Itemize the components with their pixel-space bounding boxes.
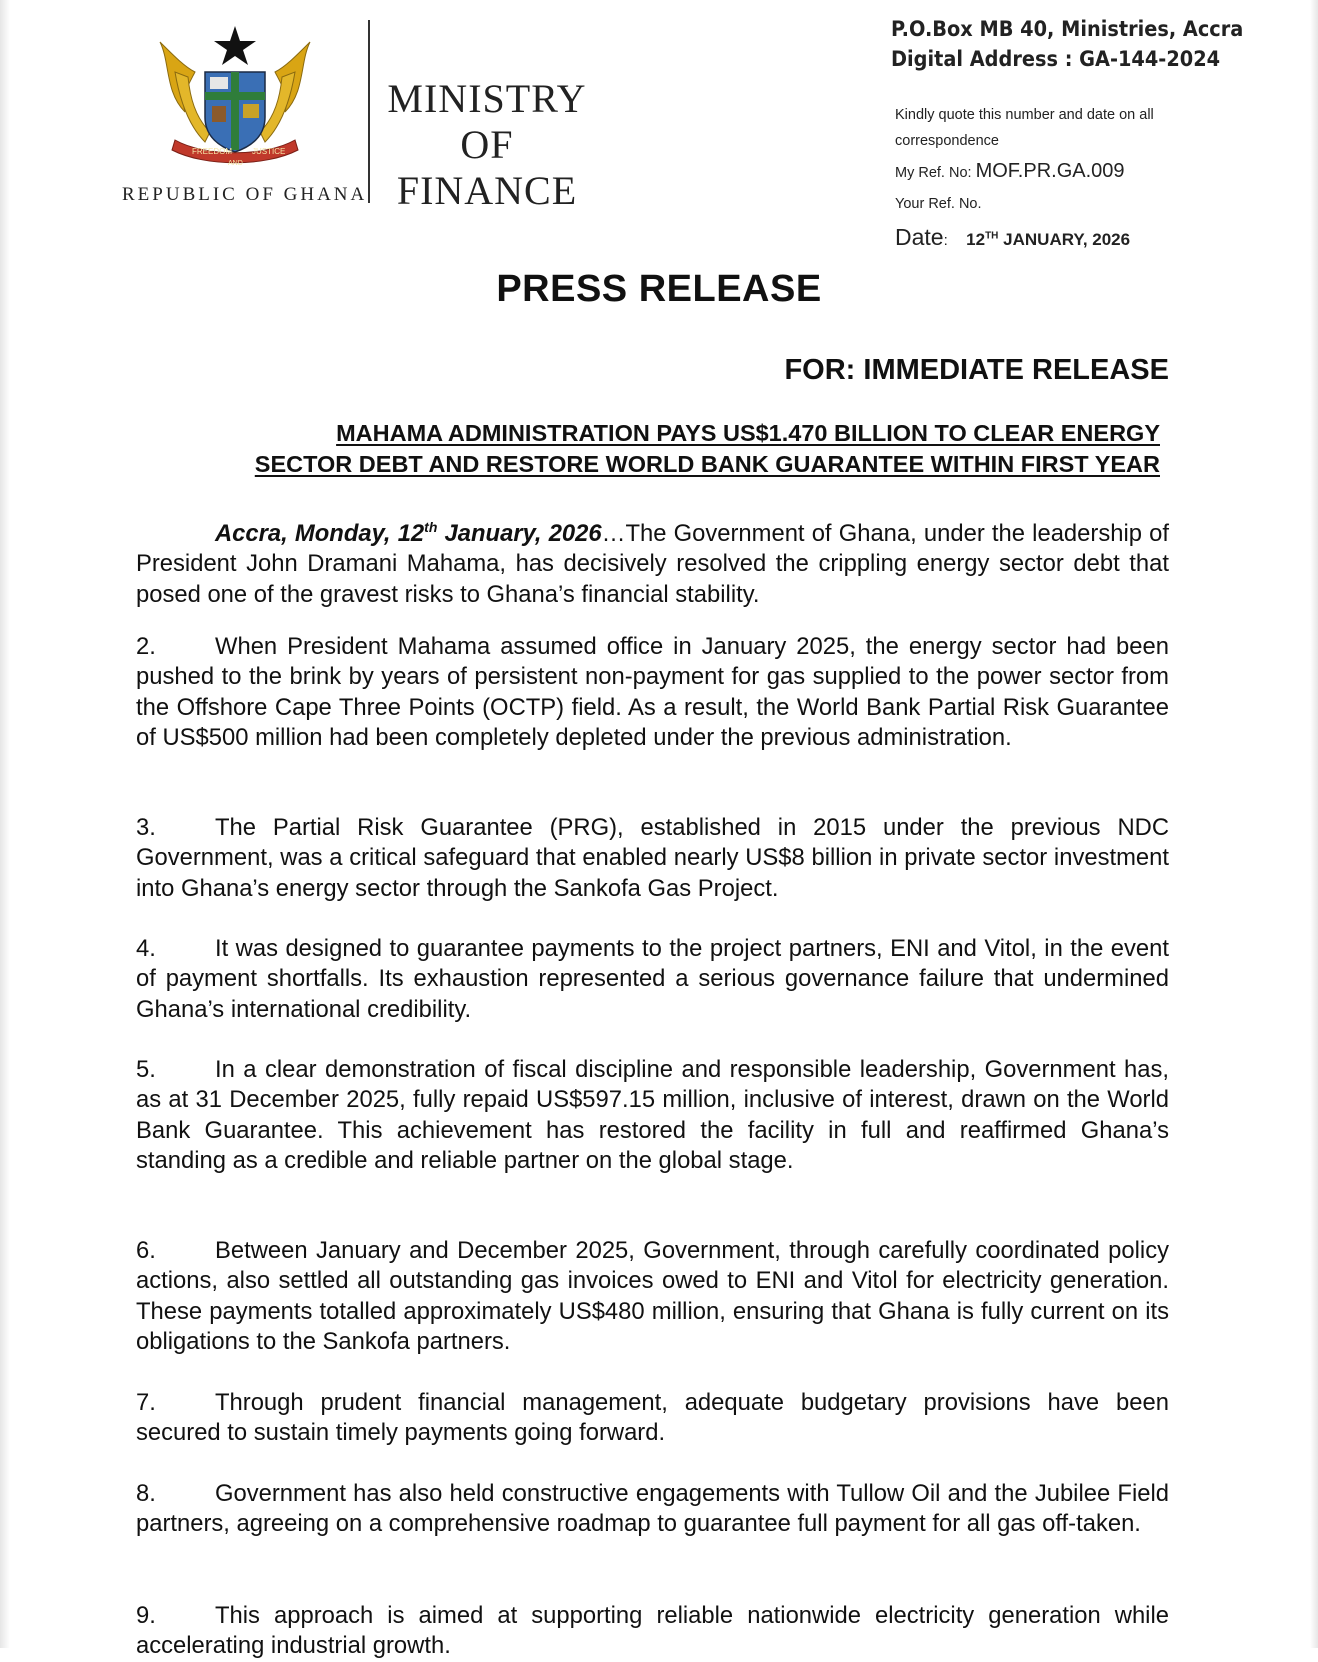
- headline-line-1: MAHAMA ADMINISTRATION PAYS US$1.470 BILLION TO CLEAR ENERGY: [336, 420, 1160, 446]
- dateline-lead: [215, 520, 602, 547]
- paragraph-1-text: …The Government of Ghana, under the leadership of President John Dramani Mahama, has decisively resolved the crippling energy sector debt that posed one of the gravest risks to Ghana’s financial stability.: [136, 519, 1169, 608]
- page-title: PRESS RELEASE: [496, 268, 822, 310]
- paragraph-text: Between January and December 2025, Government, through carefully coordinated policy actions, also settled all outstanding gas invoices owed to ENI and Vitol for electricity generation. These payments totalled approximately US$480 million, ensuring that Ghana is fully current on its obligations to the Sankofa partners.: [136, 1237, 1169, 1355]
- paragraph-text: When President Mahama assumed office in January 2025, the energy sector had been pushed to the brink by years of persistent non-payment for gas supplied to the power sector from the Offshore Cape Three Points (OCTP) field. As a result, the World Bank Partial Risk Guarantee of US$500 million had been completely depleted under the previous administration.: [136, 633, 1169, 751]
- paragraph-2: [136, 632, 1169, 753]
- paragraph-text: Through prudent financial management, adequate budgetary provisions have been secured to sustain timely payments going forward.: [136, 1389, 1169, 1447]
- paragraph-4: [136, 934, 1169, 1025]
- release-for: FOR: IMMEDIATE RELEASE: [784, 354, 1169, 386]
- ministry-line-3: FINANCE: [396, 168, 578, 213]
- my-ref-line: [895, 160, 1125, 183]
- headline: [130, 418, 1160, 480]
- page-edge-left: [0, 0, 10, 1648]
- date-rest: JANUARY, 2026: [1003, 230, 1131, 249]
- postal-address: [891, 14, 1243, 74]
- date-suffix: TH: [985, 230, 999, 242]
- date-value: [966, 230, 1130, 249]
- date-label: Date: [895, 224, 944, 250]
- date-day: 12: [966, 230, 986, 249]
- ministry-line-1: MINISTRY: [387, 76, 587, 121]
- ministry-line-2: OF: [460, 122, 514, 167]
- crest-motto-and: AND: [228, 160, 243, 167]
- paragraph-text: Government has also held constructive engagements with Tullow Oil and the Jubilee Field partners, agreeing on a comprehensive roadmap to guarantee full payment for all gas off-taken.: [136, 1480, 1169, 1538]
- date-line: [895, 224, 1130, 251]
- paragraph-number: 8.: [136, 1480, 156, 1507]
- ministry-name: [382, 76, 592, 214]
- paragraph-number: 9.: [136, 1602, 156, 1629]
- dateline-lead-b: January, 2026: [437, 519, 602, 547]
- my-ref-label: My Ref. No:: [895, 165, 972, 181]
- paragraph-number: 5.: [136, 1056, 156, 1083]
- paragraph-text: In a clear demonstration of fiscal discipline and responsible leadership, Government has, as at 31 December 2025, fully repaid US$597.15 million, inclusive of interest, drawn on the World Bank Guarantee. This achievement has restored the facility in full and reaffirmed Ghana’s standing as a credible and reliable partner on the global stage.: [136, 1056, 1169, 1174]
- ghana-coat-of-arms-icon: [150, 22, 320, 172]
- paragraph-8: [136, 1479, 1169, 1540]
- paragraph-text: It was designed to guarantee payments to the project partners, ENI and Vitol, in the event of payment shortfalls. Its exhaustion represented a serious governance failure that undermined Ghana’s international credibility.: [136, 935, 1169, 1023]
- address-line-2: Digital Address : GA-144-2024: [891, 47, 1221, 71]
- paragraph-number: 6.: [136, 1237, 156, 1264]
- paragraph-5: [136, 1055, 1169, 1176]
- republic-of-ghana-label: REPUBLIC OF GHANA: [122, 184, 368, 205]
- paragraph-1: [136, 512, 1169, 610]
- headline-line-2: SECTOR DEBT AND RESTORE WORLD BANK GUARANTEE WITHIN FIRST YEAR: [254, 451, 1160, 477]
- paragraph-number: 2.: [136, 633, 156, 660]
- dateline-lead-a: Accra, Monday, 12: [215, 519, 425, 547]
- paragraph-number: 4.: [136, 935, 156, 962]
- reference-note: Kindly quote this number and date on all correspondence: [895, 107, 1154, 149]
- paragraph-text: This approach is aimed at supporting reliable nationwide electricity generation while accelerating industrial growth.: [136, 1602, 1169, 1660]
- date-colon: :: [943, 232, 948, 249]
- paragraph-7: [136, 1388, 1169, 1449]
- crest-motto-right: JUSTICE: [252, 147, 286, 156]
- paragraph-number: 3.: [136, 814, 156, 841]
- crest-motto-left: FREEDOM: [192, 147, 232, 156]
- paragraph-text: The Partial Risk Guarantee (PRG), established in 2015 under the previous NDC Government, was a critical safeguard that enabled nearly US$8 billion in private sector investment into Ghana’s energy sector through the Sankofa Gas Project.: [136, 814, 1169, 902]
- dateline-lead-sup: th: [424, 519, 438, 535]
- page-edge-right: [1310, 0, 1318, 1648]
- header-divider: [368, 20, 370, 203]
- paragraph-3: [136, 813, 1169, 904]
- paragraph-6: [136, 1236, 1169, 1357]
- paragraph-number: 7.: [136, 1389, 156, 1416]
- my-ref-value: MOF.PR.GA.009: [975, 160, 1125, 182]
- paragraph-9: [136, 1601, 1169, 1662]
- your-ref-line: Your Ref. No.: [895, 196, 982, 212]
- address-line-1: P.O.Box MB 40, Ministries, Accra: [891, 17, 1244, 41]
